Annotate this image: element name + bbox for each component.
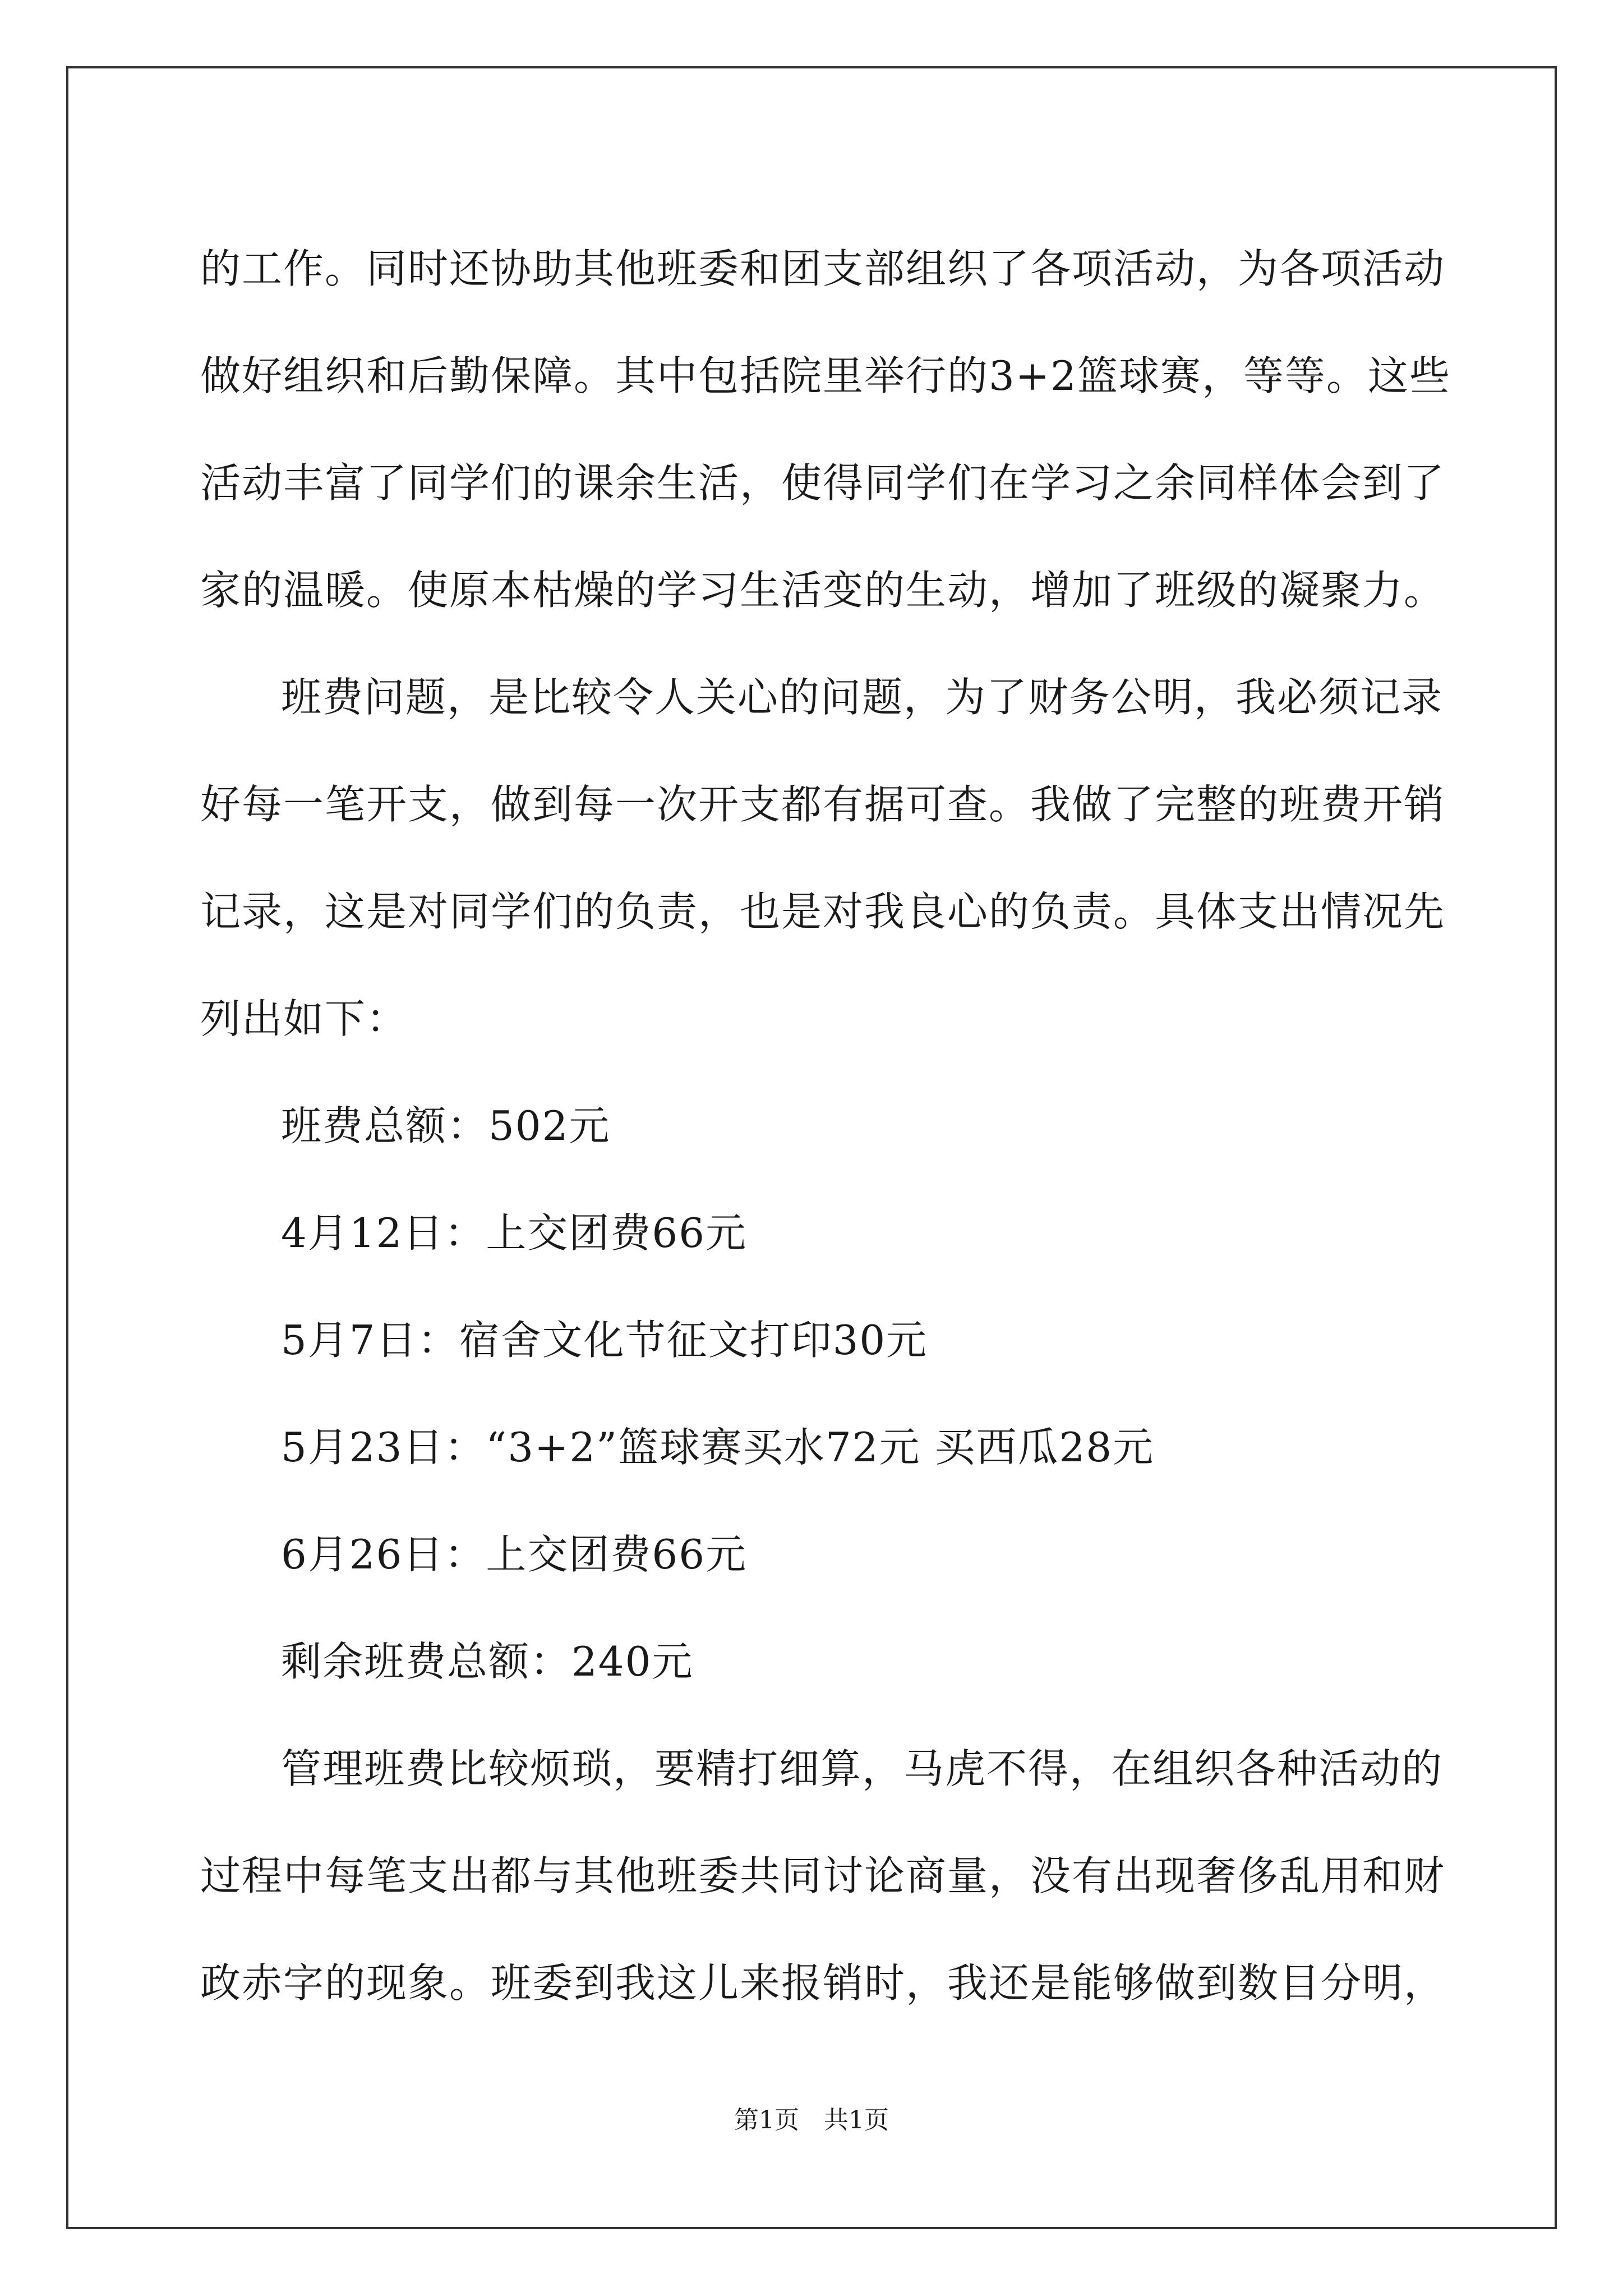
expense-item-1: 4月12日：上交团费66元 [281, 1209, 748, 1257]
expense-remaining: 剩余班费总额：240元 [281, 1638, 694, 1685]
text-line-8: 列出如下： [200, 995, 408, 1042]
text-line-1: 的工作。同时还协助其他班委和团支部组织了各项活动，为各项活动 [200, 245, 1446, 292]
text-line-6: 好每一笔开支，做到每一次开支都有据可查。我做了完整的班费开销 [200, 781, 1446, 828]
text-line-7: 记录，这是对同学们的负责，也是对我良心的负责。具体支出情况先 [200, 888, 1446, 935]
expense-item-2: 5月7日：宿舍文化节征文打印30元 [281, 1317, 928, 1364]
text-line-3: 活动丰富了同学们的课余生活，使得同学们在学习之余同样体会到了 [200, 459, 1446, 507]
text-line-17: 政赤字的现象。班委到我这儿来报销时，我还是能够做到数目分明， [200, 1959, 1446, 2007]
expense-total: 班费总额：502元 [281, 1102, 611, 1149]
expense-item-4: 6月26日：上交团费66元 [281, 1531, 748, 1578]
expense-item-3: 5月23日：“3+2”篮球赛买水72元 买西瓜28元 [281, 1424, 1155, 1471]
text-line-16: 过程中每笔支出都与其他班委共同讨论商量，没有出现奢侈乱用和财 [200, 1852, 1446, 1899]
text-line-5: 班费问题，是比较令人关心的问题，为了财务公明，我必须记录 [281, 674, 1444, 721]
text-line-4: 家的温暖。使原本枯燥的学习生活变的生动，增加了班级的凝聚力。 [200, 567, 1446, 614]
document-body [200, 215, 1451, 2037]
text-line-2: 做好组织和后勤保障。其中包括院里举行的3+2篮球赛，等等。这些 [200, 352, 1451, 399]
page-footer: 第1页 共1页 [734, 2106, 889, 2134]
text-line-15: 管理班费比较烦琐，要精打细算，马虎不得，在组织各种活动的 [281, 1745, 1444, 1792]
